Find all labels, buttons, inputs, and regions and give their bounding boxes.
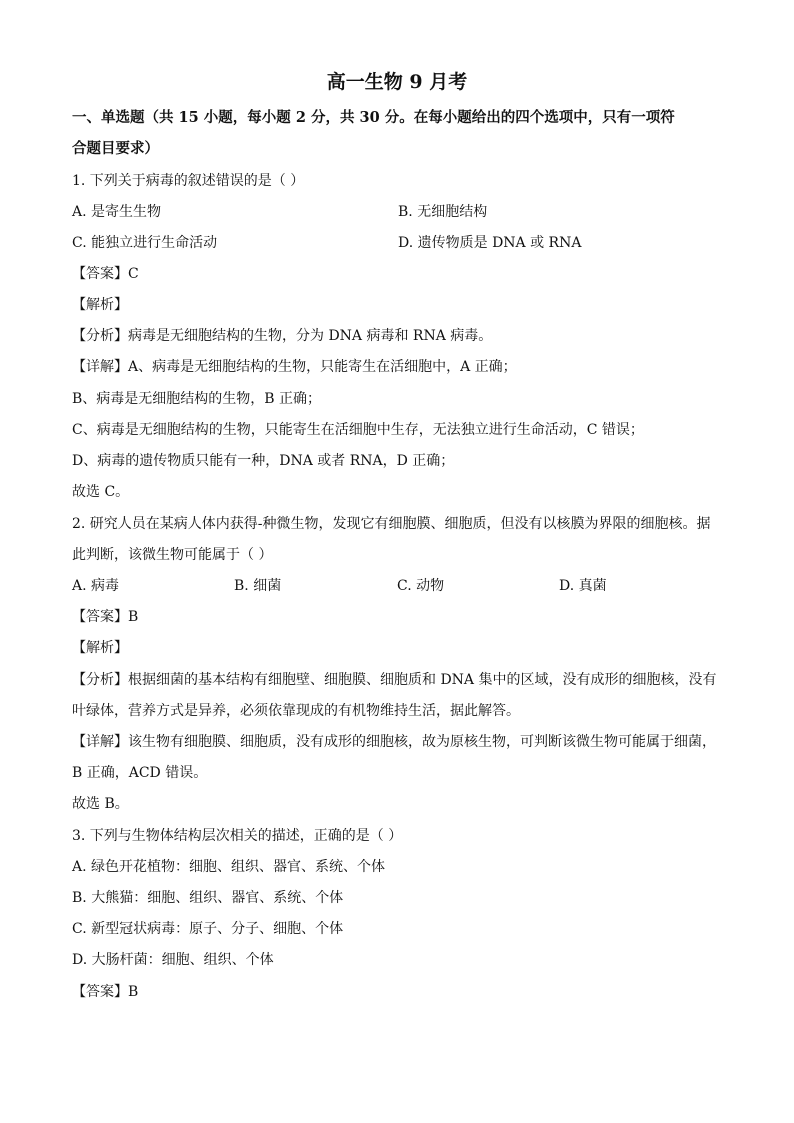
q1-option-d: D. 遗传物质是 DNA 或 RNA	[398, 235, 582, 251]
q1-explanation-d: D、病毒的遗传物质只能有一种，DNA 或者 RNA，D 正确；	[72, 453, 455, 469]
answer-label: 【答案】	[72, 609, 128, 625]
q2-option-b: B. 细菌	[234, 578, 282, 594]
q2-xiangjie-line1	[72, 733, 722, 751]
q1-option-a: A. 是寄生生物	[72, 204, 162, 220]
section-heading-line1: 一、单选题（共 15 小题，每小题 2 分，共 30 分。在每小题给出的四个选项中，只有一项符	[72, 109, 675, 126]
q1-explanation-b: B、病毒是无细胞结构的生物，B 正确；	[72, 391, 322, 407]
page-title: 高一生物 9 月考	[326, 71, 468, 93]
q3-option-d: D. 大肠杆菌：细胞、组织、个体	[72, 952, 274, 968]
q1-fenxi-text: 病毒是无细胞结构的生物，分为 DNA 病毒和 RNA 病毒。	[128, 328, 493, 344]
q3-answer	[72, 983, 722, 1001]
analysis-label: 【解析】	[72, 640, 128, 656]
q2-option-c: C. 动物	[397, 578, 445, 594]
q2-stem-line2: 此判断，该微生物可能属于（ ）	[72, 547, 273, 563]
q2-xiangjie-line2: B 正确，ACD 错误。	[72, 765, 208, 781]
q3-option-a: A. 绿色开花植物：细胞、组织、器官、系统、个体	[72, 859, 386, 875]
q1-stem: 1. 下列关于病毒的叙述错误的是（ ）	[72, 173, 305, 189]
q3-stem: 3. 下列与生物体结构层次相关的描述，正确的是（ ）	[72, 828, 403, 844]
q1-answer	[72, 265, 722, 283]
q2-option-a: A. 病毒	[72, 578, 120, 594]
q2-answer-value: B	[128, 609, 139, 625]
q1-explanation-c: C、病毒是无细胞结构的生物，只能寄生在活细胞中生存，无法独立进行生命活动，C 错误；	[72, 422, 644, 438]
q2-option-d: D. 真菌	[559, 578, 607, 594]
answer-label: 【答案】	[72, 266, 128, 282]
q1-fenxi	[72, 327, 722, 345]
q3-answer-value: B	[128, 984, 139, 1000]
xiangjie-label: 【详解】	[72, 359, 128, 375]
analysis-label: 【解析】	[72, 297, 128, 313]
q2-fenxi-text1: 根据细菌的基本结构有细胞壁、细胞膜、细胞质和 DNA 集中的区域，没有成形的细胞核，没有	[128, 672, 717, 688]
q1-answer-value: C	[128, 266, 139, 282]
q1-analysis-label	[72, 296, 722, 314]
q3-option-b: B. 大熊猫：细胞、组织、器官、系统、个体	[72, 890, 344, 906]
q2-answer	[72, 608, 722, 626]
q3-option-c: C. 新型冠状病毒：原子、分子、细胞、个体	[72, 921, 344, 937]
xiangjie-label: 【详解】	[72, 734, 128, 750]
q1-xiangjie-text: A、病毒是无细胞结构的生物，只能寄生在活细胞中，A 正确；	[128, 359, 517, 375]
q1-option-b: B. 无细胞结构	[398, 204, 488, 220]
fenxi-label: 【分析】	[72, 672, 128, 688]
q2-analysis-label	[72, 639, 722, 657]
q1-option-c: C. 能独立进行生命活动	[72, 235, 218, 251]
q1-conclusion: 故选 C。	[72, 484, 130, 500]
fenxi-label: 【分析】	[72, 328, 128, 344]
q2-stem-line1: 2. 研究人员在某病人体内获得-种微生物，发现它有细胞膜、细胞质，但没有以核膜为界限的细胞核。据	[72, 516, 711, 532]
answer-label: 【答案】	[72, 984, 128, 1000]
q2-fenxi-line1	[72, 671, 722, 689]
section-heading-line2: 合题目要求）	[72, 140, 159, 157]
q2-conclusion: 故选 B。	[72, 796, 129, 812]
q2-fenxi-line2: 叶绿体，营养方式是异养，必须依靠现成的有机物维持生活，据此解答。	[72, 703, 520, 719]
q2-xiangjie-text1: 该生物有细胞膜、细胞质，没有成形的细胞核，故为原核生物，可判断该微生物可能属于细菌，	[128, 734, 716, 750]
q1-xiangjie	[72, 358, 722, 376]
